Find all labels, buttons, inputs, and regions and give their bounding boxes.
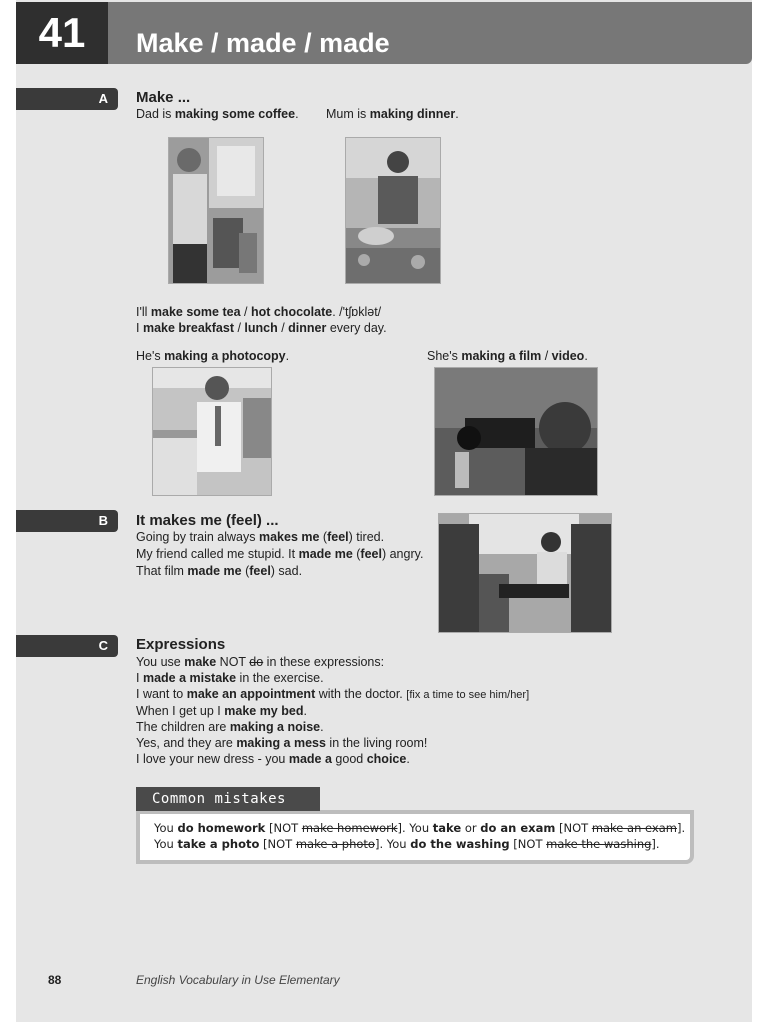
photo-woman-filming: [434, 367, 598, 496]
photo-man-on-train: [438, 513, 612, 633]
common-mistakes-label: Common mistakes: [152, 791, 286, 807]
common-mistakes-tab: [136, 787, 320, 811]
line-noise: The children are making a noise.: [136, 720, 324, 734]
photo-man-making-coffee: [168, 137, 264, 284]
line-friend-angry: My friend called me stupid. It made me (feel) angry.: [136, 547, 424, 561]
section-b-letter: B: [98, 513, 108, 528]
caption-making-dinner: Mum is making dinner.: [326, 107, 459, 121]
line-train-tired: Going by train always makes me (feel) tired.: [136, 530, 385, 544]
photo-woman-making-dinner: [345, 137, 441, 284]
line-mess: Yes, and they are making a mess in the living room!: [136, 736, 428, 750]
unit-number: 41: [38, 9, 86, 56]
section-a-heading: Make ...: [136, 89, 191, 106]
caption-making-film: She's making a film / video.: [427, 349, 588, 363]
page-number: 88: [48, 973, 62, 987]
caption-making-coffee: Dad is making some coffee.: [136, 107, 299, 121]
photo-man-photocopying: [152, 367, 272, 496]
line-film-sad: That film made me (feel) sad.: [136, 564, 303, 578]
line-appointment: I want to make an appointment with the doctor. [fix a time to see him/her]: [136, 687, 530, 701]
line-intro: You use make NOT do in these expressions:: [136, 655, 385, 669]
mistake-line-2: You take a photo [NOT make a photo]. You do the washing [NOT make the washing].: [154, 837, 660, 851]
mistake-line-1: You do homework [NOT make homework]. You take or do an exam [NOT make an exam].: [154, 821, 686, 835]
line-make-tea: I'll make some tea / hot chocolate. /'tʃɒklət/: [136, 305, 382, 319]
line-made-mistake: I made a mistake in the exercise.: [136, 671, 324, 685]
section-c-heading: Expressions: [136, 636, 226, 653]
line-make-breakfast: I make breakfast / lunch / dinner every day.: [136, 321, 387, 335]
line-choice: I love your new dress - you made a good choice.: [136, 752, 410, 766]
unit-title: Make / made / made: [136, 28, 390, 58]
section-a-tab: [16, 88, 118, 110]
section-a-letter: A: [98, 91, 108, 106]
caption-making-photocopy: He's making a photocopy.: [136, 349, 290, 363]
section-b-heading: It makes me (feel) ...: [136, 512, 279, 529]
unit-number-box: [16, 2, 108, 64]
book-title: English Vocabulary in Use Elementary: [136, 973, 340, 987]
common-mistakes-box: [136, 810, 694, 864]
section-c-letter: C: [98, 638, 108, 653]
line-make-bed: When I get up I make my bed.: [136, 704, 307, 718]
section-b-tab: [16, 510, 118, 532]
section-c-tab: [16, 635, 118, 657]
